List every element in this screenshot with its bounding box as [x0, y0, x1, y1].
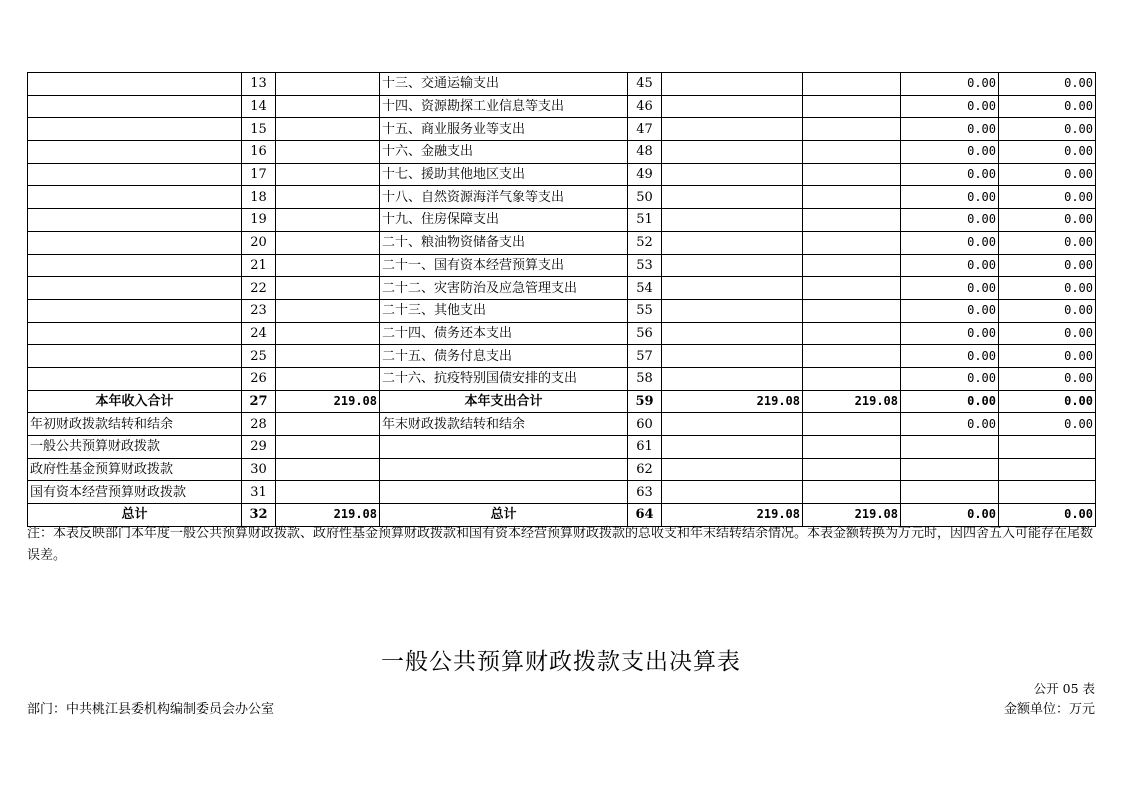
table-row — [28, 367, 1096, 390]
expense-other-cell — [999, 481, 1096, 504]
income-amount-cell — [276, 186, 380, 209]
expense-other-cell: 0.00 — [999, 504, 1096, 527]
department-label: 部门：中共桃江县委机构编制委员会办公室 — [27, 702, 275, 717]
income-item-cell — [28, 73, 242, 96]
income-row-no-cell: 22 — [242, 277, 276, 300]
income-row-no-cell: 23 — [242, 299, 276, 322]
table-row — [28, 436, 1096, 459]
expense-total-cell — [662, 163, 803, 186]
expense-total-cell — [662, 73, 803, 96]
income-row-no-cell: 24 — [242, 322, 276, 345]
form-number: 公开 05 表 — [1033, 681, 1095, 696]
income-item-cell — [28, 367, 242, 390]
expense-row-no-cell: 64 — [628, 504, 662, 527]
expense-basic-cell — [803, 209, 901, 232]
expense-total-cell — [662, 481, 803, 504]
table-row — [28, 413, 1096, 436]
expense-project-cell: 0.00 — [901, 390, 999, 413]
income-amount-cell — [276, 209, 380, 232]
expense-project-cell — [901, 436, 999, 459]
expense-other-cell: 0.00 — [999, 73, 1096, 96]
income-amount-cell — [276, 413, 380, 436]
income-item-cell: 总计 — [28, 504, 242, 527]
expense-item-cell: 十三、交通运输支出 — [380, 73, 628, 96]
income-amount-cell — [276, 299, 380, 322]
expense-item-cell: 本年支出合计 — [380, 390, 628, 413]
expense-item-cell: 十九、住房保障支出 — [380, 209, 628, 232]
expense-total-cell: 219.08 — [662, 504, 803, 527]
expense-basic-cell — [803, 231, 901, 254]
expense-item-cell: 二十三、其他支出 — [380, 299, 628, 322]
table-row — [28, 186, 1096, 209]
expense-other-cell: 0.00 — [999, 118, 1096, 141]
expense-item-cell: 二十二、灾害防治及应急管理支出 — [380, 277, 628, 300]
income-item-cell — [28, 163, 242, 186]
expense-row-no-cell: 60 — [628, 413, 662, 436]
income-amount-cell: 219.08 — [276, 504, 380, 527]
income-item-cell — [28, 277, 242, 300]
expense-row-no-cell: 46 — [628, 95, 662, 118]
expense-other-cell — [999, 458, 1096, 481]
income-amount-cell — [276, 345, 380, 368]
income-amount-cell — [276, 436, 380, 459]
table-row — [28, 481, 1096, 504]
table-row — [28, 141, 1096, 164]
expense-project-cell: 0.00 — [901, 277, 999, 300]
income-amount-cell — [276, 95, 380, 118]
table-row — [28, 231, 1096, 254]
expense-basic-cell — [803, 118, 901, 141]
expense-row-no-cell: 59 — [628, 390, 662, 413]
expense-project-cell: 0.00 — [901, 413, 999, 436]
income-item-cell: 国有资本经营预算财政拨款 — [28, 481, 242, 504]
expense-row-no-cell: 53 — [628, 254, 662, 277]
expense-total-cell — [662, 367, 803, 390]
expense-basic-cell — [803, 73, 901, 96]
income-row-no-cell: 26 — [242, 367, 276, 390]
expense-item-cell: 十六、金融支出 — [380, 141, 628, 164]
expense-project-cell: 0.00 — [901, 299, 999, 322]
income-item-cell — [28, 299, 242, 322]
income-row-no-cell: 28 — [242, 413, 276, 436]
expense-total-cell — [662, 186, 803, 209]
income-row-no-cell: 31 — [242, 481, 276, 504]
income-item-cell — [28, 118, 242, 141]
income-item-cell — [28, 345, 242, 368]
expense-total-cell — [662, 231, 803, 254]
expense-basic-cell — [803, 163, 901, 186]
expense-project-cell — [901, 458, 999, 481]
expense-row-no-cell: 57 — [628, 345, 662, 368]
expense-row-no-cell: 62 — [628, 458, 662, 481]
expense-item-cell: 十四、资源勘探工业信息等支出 — [380, 95, 628, 118]
expense-basic-cell — [803, 277, 901, 300]
expense-total-cell — [662, 118, 803, 141]
income-row-no-cell: 30 — [242, 458, 276, 481]
table-note: 注：本表反映部门本年度一般公共预算财政拨款、政府性基金预算财政拨款和国有资本经营预算财政拨款的总收支和年末结转结余情况。本表金额转换为万元时，因四舍五入可能存在尾数误差。 — [27, 526, 1094, 563]
table-row — [28, 209, 1096, 232]
income-item-cell — [28, 209, 242, 232]
expense-basic-cell — [803, 367, 901, 390]
expense-item-cell — [380, 436, 628, 459]
table-row — [28, 299, 1096, 322]
page-title: 一般公共预算财政拨款支出决算表 — [381, 649, 741, 675]
income-amount-cell — [276, 73, 380, 96]
income-row-no-cell: 16 — [242, 141, 276, 164]
expense-item-cell: 十五、商业服务业等支出 — [380, 118, 628, 141]
income-amount-cell — [276, 231, 380, 254]
expense-basic-cell — [803, 299, 901, 322]
expense-row-no-cell: 45 — [628, 73, 662, 96]
expense-item-cell: 二十六、抗疫特别国债安排的支出 — [380, 367, 628, 390]
expense-total-cell — [662, 277, 803, 300]
income-row-no-cell: 13 — [242, 73, 276, 96]
expense-basic-cell — [803, 481, 901, 504]
income-item-cell: 年初财政拨款结转和结余 — [28, 413, 242, 436]
income-amount-cell — [276, 322, 380, 345]
expense-other-cell: 0.00 — [999, 390, 1096, 413]
table-row — [28, 345, 1096, 368]
expense-other-cell: 0.00 — [999, 413, 1096, 436]
expense-total-cell — [662, 413, 803, 436]
income-item-cell: 政府性基金预算财政拨款 — [28, 458, 242, 481]
income-amount-cell — [276, 481, 380, 504]
expense-row-no-cell: 58 — [628, 367, 662, 390]
expense-total-cell — [662, 95, 803, 118]
fiscal-table — [27, 72, 1096, 527]
income-row-no-cell: 25 — [242, 345, 276, 368]
expense-item-cell — [380, 481, 628, 504]
income-item-cell — [28, 141, 242, 164]
expense-total-cell — [662, 254, 803, 277]
expense-project-cell: 0.00 — [901, 254, 999, 277]
expense-row-no-cell: 48 — [628, 141, 662, 164]
expense-item-cell: 二十一、国有资本经营预算支出 — [380, 254, 628, 277]
expense-row-no-cell: 55 — [628, 299, 662, 322]
income-item-cell — [28, 231, 242, 254]
expense-basic-cell — [803, 345, 901, 368]
expense-project-cell — [901, 481, 999, 504]
expense-item-cell: 二十、粮油物资储备支出 — [380, 231, 628, 254]
income-row-no-cell: 18 — [242, 186, 276, 209]
expense-basic-cell: 219.08 — [803, 504, 901, 527]
expense-row-no-cell: 56 — [628, 322, 662, 345]
expense-item-cell — [380, 458, 628, 481]
income-row-no-cell: 27 — [242, 390, 276, 413]
expense-row-no-cell: 49 — [628, 163, 662, 186]
expense-total-cell — [662, 345, 803, 368]
expense-basic-cell — [803, 95, 901, 118]
expense-basic-cell — [803, 186, 901, 209]
expense-project-cell: 0.00 — [901, 73, 999, 96]
expense-other-cell: 0.00 — [999, 299, 1096, 322]
income-row-no-cell: 15 — [242, 118, 276, 141]
expense-project-cell: 0.00 — [901, 163, 999, 186]
expense-other-cell: 0.00 — [999, 186, 1096, 209]
expense-project-cell: 0.00 — [901, 95, 999, 118]
expense-item-cell: 二十四、债务还本支出 — [380, 322, 628, 345]
table-row — [28, 390, 1096, 413]
amount-unit-label: 金额单位：万元 — [1003, 702, 1095, 717]
expense-basic-cell — [803, 141, 901, 164]
table-row — [28, 458, 1096, 481]
income-item-cell: 本年收入合计 — [28, 390, 242, 413]
expense-other-cell: 0.00 — [999, 163, 1096, 186]
expense-row-no-cell: 47 — [628, 118, 662, 141]
expense-basic-cell — [803, 458, 901, 481]
income-amount-cell — [276, 458, 380, 481]
expense-total-cell — [662, 209, 803, 232]
table-row — [28, 254, 1096, 277]
income-row-no-cell: 17 — [242, 163, 276, 186]
income-item-cell — [28, 186, 242, 209]
expense-row-no-cell: 54 — [628, 277, 662, 300]
expense-project-cell: 0.00 — [901, 322, 999, 345]
expense-total-cell — [662, 436, 803, 459]
expense-other-cell: 0.00 — [999, 209, 1096, 232]
expense-other-cell: 0.00 — [999, 277, 1096, 300]
expense-project-cell: 0.00 — [901, 141, 999, 164]
income-row-no-cell: 32 — [242, 504, 276, 527]
income-item-cell: 一般公共预算财政拨款 — [28, 436, 242, 459]
expense-basic-cell — [803, 322, 901, 345]
table-row — [28, 73, 1096, 96]
expense-other-cell: 0.00 — [999, 345, 1096, 368]
expense-item-cell: 总计 — [380, 504, 628, 527]
expense-row-no-cell: 52 — [628, 231, 662, 254]
income-amount-cell — [276, 367, 380, 390]
expense-other-cell: 0.00 — [999, 367, 1096, 390]
expense-item-cell: 二十五、债务付息支出 — [380, 345, 628, 368]
table-row — [28, 95, 1096, 118]
expense-project-cell: 0.00 — [901, 367, 999, 390]
table-row — [28, 163, 1096, 186]
expense-item-cell: 年末财政拨款结转和结余 — [380, 413, 628, 436]
expense-total-cell — [662, 322, 803, 345]
income-row-no-cell: 19 — [242, 209, 276, 232]
income-row-no-cell: 21 — [242, 254, 276, 277]
table-body — [28, 73, 1096, 527]
expense-other-cell: 0.00 — [999, 254, 1096, 277]
income-amount-cell — [276, 163, 380, 186]
expense-project-cell: 0.00 — [901, 209, 999, 232]
expense-other-cell: 0.00 — [999, 231, 1096, 254]
income-amount-cell — [276, 118, 380, 141]
income-row-no-cell: 29 — [242, 436, 276, 459]
income-amount-cell — [276, 254, 380, 277]
income-row-no-cell: 14 — [242, 95, 276, 118]
income-amount-cell — [276, 141, 380, 164]
expense-other-cell: 0.00 — [999, 95, 1096, 118]
table-row — [28, 322, 1096, 345]
expense-row-no-cell: 61 — [628, 436, 662, 459]
expense-other-cell — [999, 436, 1096, 459]
income-item-cell — [28, 254, 242, 277]
income-item-cell — [28, 95, 242, 118]
table-row — [28, 118, 1096, 141]
income-amount-cell — [276, 277, 380, 300]
expense-project-cell: 0.00 — [901, 345, 999, 368]
expense-row-no-cell: 50 — [628, 186, 662, 209]
expense-total-cell: 219.08 — [662, 390, 803, 413]
income-amount-cell: 219.08 — [276, 390, 380, 413]
expense-total-cell — [662, 299, 803, 322]
expense-total-cell — [662, 458, 803, 481]
income-row-no-cell: 20 — [242, 231, 276, 254]
expense-item-cell: 十七、援助其他地区支出 — [380, 163, 628, 186]
expense-project-cell: 0.00 — [901, 231, 999, 254]
income-item-cell — [28, 322, 242, 345]
expense-basic-cell — [803, 436, 901, 459]
table-row — [28, 277, 1096, 300]
expense-project-cell: 0.00 — [901, 504, 999, 527]
expense-project-cell: 0.00 — [901, 186, 999, 209]
expense-other-cell: 0.00 — [999, 322, 1096, 345]
expense-basic-cell: 219.08 — [803, 390, 901, 413]
expense-row-no-cell: 63 — [628, 481, 662, 504]
expense-basic-cell — [803, 254, 901, 277]
expense-row-no-cell: 51 — [628, 209, 662, 232]
expense-other-cell: 0.00 — [999, 141, 1096, 164]
expense-total-cell — [662, 141, 803, 164]
expense-basic-cell — [803, 413, 901, 436]
expense-item-cell: 十八、自然资源海洋气象等支出 — [380, 186, 628, 209]
expense-project-cell: 0.00 — [901, 118, 999, 141]
